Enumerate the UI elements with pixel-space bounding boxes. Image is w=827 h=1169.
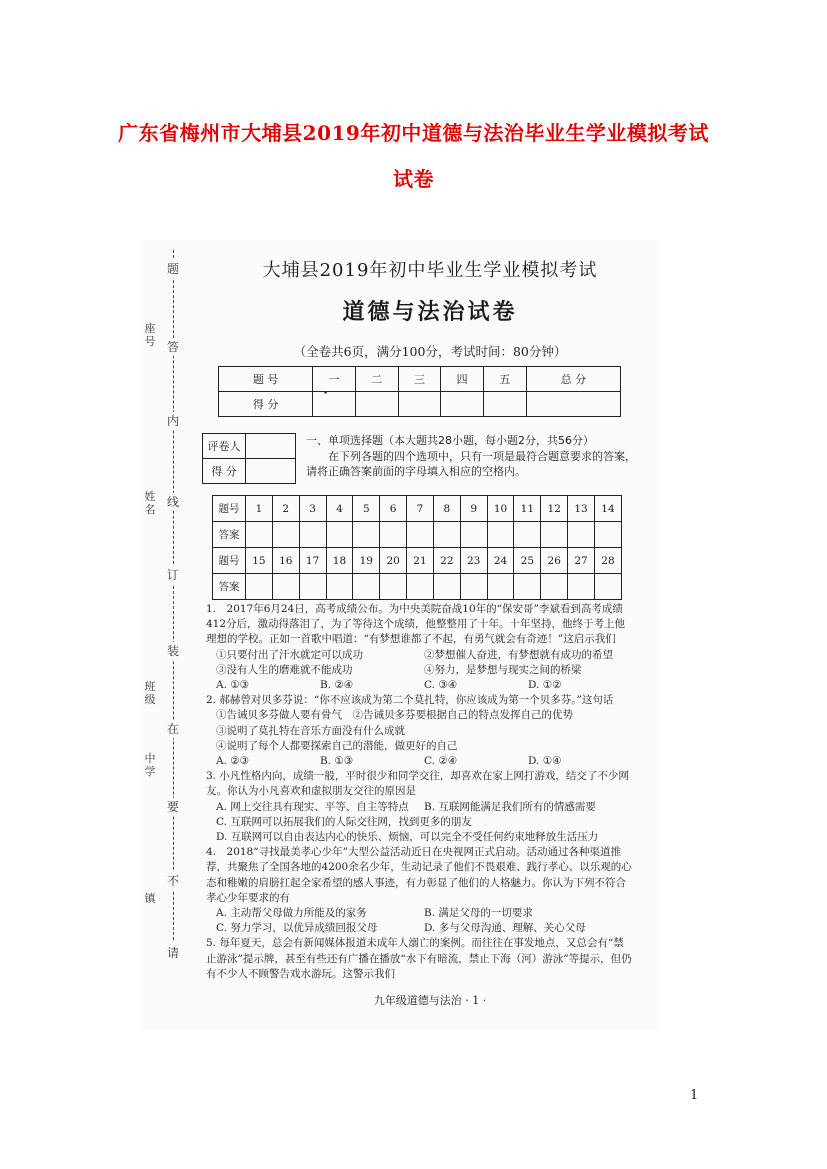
question-number-cell: 4 — [326, 496, 353, 522]
question-number-cell: 10 — [487, 496, 514, 522]
question-4-options — [206, 906, 632, 921]
answer-cell[interactable] — [380, 522, 407, 548]
option: D. 多与父母沟通、理解、关心父母 — [424, 922, 586, 935]
option: C. 努力学习，以优异成绩回报父母 — [216, 922, 378, 935]
question-number-cell: 16 — [272, 548, 299, 574]
question-number-cell: 8 — [433, 496, 460, 522]
question-number-cell: 23 — [460, 548, 487, 574]
exam-heading: 大埔县2019年初中毕业生学业模拟考试 — [262, 260, 598, 281]
name-label: 姓名 — [144, 490, 156, 516]
answer-row-label: 答案 — [213, 574, 246, 600]
score-table-header-row — [219, 367, 621, 392]
answer-cell[interactable] — [568, 522, 595, 548]
question-list — [206, 602, 632, 982]
answer-cell[interactable] — [514, 522, 541, 548]
statement: ④说明了每个人都要探索自己的潜能，做更好的自己 — [216, 739, 458, 752]
binding-char: 不 — [166, 874, 179, 888]
answer-cell[interactable] — [594, 522, 621, 548]
answer-cell[interactable] — [407, 522, 434, 548]
score-header-cell: 四 — [441, 367, 484, 392]
question-number-cell: 20 — [380, 548, 407, 574]
score-header-cell: 五 — [484, 367, 527, 392]
answer-cell[interactable] — [460, 522, 487, 548]
question-number-cell: 25 — [514, 548, 541, 574]
question-2-stem: 2. 郝赫曾对贝多芬说：“你不应该成为第二个莫扎特，你应该成为第一个贝多芬。”这句话 — [206, 694, 614, 707]
question-number-cell: 11 — [514, 496, 541, 522]
answer-cell[interactable] — [541, 574, 568, 600]
grader-label: 评卷人 — [203, 434, 246, 459]
section-instruction: 在下列各题的四个选项中，只有一项是最符合题意要求的答案，请将正确答案前面的字母填入相应的空格内。 — [306, 450, 636, 478]
grader-row — [203, 434, 296, 459]
answer-cell[interactable] — [407, 574, 434, 600]
question-number-cell: 2 — [272, 496, 299, 522]
score-cell[interactable] — [526, 392, 620, 417]
option: B. ②④ — [320, 679, 354, 692]
statement: ②梦想催人奋进，有梦想就有成功的希望 — [424, 648, 613, 661]
answer-row-label: 答案 — [213, 522, 246, 548]
option: A. ①③ — [216, 679, 250, 692]
document-title: 广东省梅州市大埔县2019年初中道德与法治毕业生学业模拟考试试卷 — [118, 121, 709, 191]
score-header-cell: 三 — [398, 367, 441, 392]
question-number-cell: 12 — [541, 496, 568, 522]
answer-cell[interactable] — [272, 522, 299, 548]
binding-char: 订 — [166, 568, 179, 582]
question-1-stem: 1. 2017年6月24日，高考成绩公布。为中央美院奋战10年的“保安哥”李斌看到高考成绩412分后，激动得落泪了，为了等待这个成绩，他整整用了十年。十年坚持，他终于考上他理想的学校。正如一首歌中唱道：“有梦想谁都了不起，有勇气就会有奇迹！”这启示我们 — [206, 603, 626, 646]
question-number-cell: 27 — [568, 548, 595, 574]
statement: ①告诫贝多芬做人要有骨气 ②告诫贝多芬要根据自己的特点发挥自己的优势 — [216, 709, 573, 722]
question-number-cell: 17 — [299, 548, 326, 574]
binding-char: 装 — [166, 644, 179, 658]
grader-row — [203, 459, 296, 484]
binding-char: 线 — [166, 495, 179, 509]
binding-char: 在 — [166, 722, 179, 736]
answer-cell[interactable] — [326, 574, 353, 600]
score-header-cell: 题 号 — [219, 367, 313, 392]
binding-char: 题 — [166, 262, 179, 276]
answer-cell[interactable] — [541, 522, 568, 548]
answer-cell[interactable] — [353, 522, 380, 548]
question-5-stem: 5. 每年夏天，总会有新闻媒体报道未成年人溺亡的案例。而往往在事发地点，又总会有“禁止游泳”提示牌，甚至有些还有广播在播放“水下有暗流，禁止下海（河）游泳”等提示，但仍有不少人不顾警告戏水游玩。这警示我们 — [206, 937, 632, 980]
question-number-cell: 14 — [594, 496, 621, 522]
option: A. ②③ — [216, 755, 250, 768]
school-label: 中学 — [144, 752, 156, 778]
question-4-options — [206, 921, 632, 936]
answer-cell[interactable] — [246, 574, 273, 600]
option: B. ①③ — [320, 755, 354, 768]
answer-cell[interactable] — [514, 574, 541, 600]
answer-cell[interactable] — [326, 522, 353, 548]
grader-cell[interactable] — [246, 434, 296, 459]
question-number-cell: 9 — [460, 496, 487, 522]
binding-margin — [140, 240, 200, 1030]
option: B. 互联网能满足我们所有的情感需要 — [424, 800, 596, 813]
binding-char: 请 — [166, 946, 179, 960]
grader-cell[interactable] — [246, 459, 296, 484]
statement: ③说明了莫扎特在音乐方面没有什么成就 — [216, 724, 405, 737]
answer-cell[interactable] — [433, 574, 460, 600]
binding-char: 内 — [166, 414, 179, 428]
class-label: 班级 — [144, 680, 156, 706]
answer-cell[interactable] — [487, 574, 514, 600]
option: C. ③④ — [424, 679, 458, 692]
answer-cell[interactable] — [246, 522, 273, 548]
statement: ③没有人生的磨难就不能成功 — [216, 663, 353, 676]
option: B. 满足父母的一切要求 — [424, 907, 533, 920]
question-2-options — [206, 754, 632, 769]
question-number-cell: 22 — [433, 548, 460, 574]
answer-cell[interactable] — [460, 574, 487, 600]
question-1-statements — [206, 648, 632, 663]
grader-table — [202, 433, 296, 484]
answer-row-label: 题号 — [213, 496, 246, 522]
question-number-cell: 21 — [407, 548, 434, 574]
question-1-options — [206, 678, 632, 693]
binding-char: 答 — [166, 340, 179, 354]
score-table — [218, 366, 621, 417]
statement: ④努力，是梦想与现实之间的桥梁 — [424, 663, 582, 676]
question-number-cell: 28 — [594, 548, 621, 574]
answer-cell[interactable] — [299, 574, 326, 600]
score-table-score-row — [219, 392, 621, 417]
question-number-cell: 19 — [353, 548, 380, 574]
answer-fill-row — [213, 574, 622, 600]
option: A. 网上交往具有现实、平等、自主等特点 — [216, 800, 409, 813]
answer-cell[interactable] — [594, 574, 621, 600]
score-row-label: 得 分 — [219, 392, 313, 417]
scanned-exam-page — [140, 240, 660, 1030]
exam-subject: 道德与法治试卷 — [342, 299, 518, 325]
option: D. 互联网可以自由表达内心的快乐、烦恼，可以完全不受任何约束地释放生活压力 — [216, 831, 599, 844]
question-number-cell: 18 — [326, 548, 353, 574]
answer-cell[interactable] — [299, 522, 326, 548]
section-title: 一、单项选择题（本大题共28小题，每小题2分，共56分） — [306, 434, 594, 447]
statement: ①只要付出了汗水就定可以成功 — [216, 648, 363, 661]
answer-cell[interactable] — [380, 574, 407, 600]
option: A. 主动帮父母做力所能及的家务 — [216, 907, 367, 920]
answer-fill-row — [213, 522, 622, 548]
question-number-cell: 13 — [568, 496, 595, 522]
seat-number-label: 座号 — [144, 322, 156, 348]
answer-row-label: 题号 — [213, 548, 246, 574]
question-number-cell: 6 — [380, 496, 407, 522]
answer-cell[interactable] — [568, 574, 595, 600]
option: D. ①④ — [528, 755, 562, 768]
question-number-cell: 24 — [487, 548, 514, 574]
answer-cell[interactable] — [272, 574, 299, 600]
question-number-cell: 26 — [541, 548, 568, 574]
question-4-stem: 4. 2018“寻找最美孝心少年”大型公益活动近日在央视网正式启动。活动通过各种渠道推荐，共聚焦了全国各地的4200余名少年，生动记录了他们不畏艰难、践行孝心、以乐观的心态和稚嫩的肩膀扛起全家希望的感人事迹，有力彰显了他们的人格魅力。你认为下列不符合孝心少年要求的有 — [206, 846, 632, 904]
scan-page-footer: 九年级道德与法治 · 1 · — [373, 994, 487, 1007]
score-cell[interactable] — [484, 392, 527, 417]
answer-table — [212, 495, 622, 600]
exam-info: （全卷共6页，满分100分，考试时间：80分钟） — [293, 344, 567, 359]
question-3-options — [206, 800, 632, 815]
question-number-cell: 5 — [353, 496, 380, 522]
page-number: 1 — [690, 1088, 699, 1103]
question-3-stem: 3. 小凡性格内向，成绩一般，平时很少和同学交往，却喜欢在家上网打游戏，结交了不少网友。你认为小凡喜欢和虚拟朋友交往的原因是 — [206, 770, 629, 798]
question-1-statements — [206, 663, 632, 678]
option: D. ①② — [528, 679, 562, 692]
score-header-cell: 一 — [313, 367, 356, 392]
score-cell[interactable] — [441, 392, 484, 417]
question-number-cell: 7 — [407, 496, 434, 522]
score-cell[interactable] — [355, 392, 398, 417]
question-number-cell: 3 — [299, 496, 326, 522]
option: C. 互联网可以拓展我们的人际交往网，找到更多的朋友 — [216, 815, 472, 828]
answer-cell[interactable] — [353, 574, 380, 600]
score-header-cell: 总 分 — [526, 367, 620, 392]
score-header-cell: 二 — [355, 367, 398, 392]
grader-label: 得 分 — [203, 459, 246, 484]
answer-number-row — [213, 496, 622, 522]
scan-dot: • — [323, 389, 329, 399]
option: C. ②④ — [424, 755, 458, 768]
score-cell[interactable] — [313, 392, 356, 417]
binding-char: 要 — [166, 800, 179, 814]
answer-cell[interactable] — [487, 522, 514, 548]
question-number-cell: 15 — [246, 548, 273, 574]
question-number-cell: 1 — [246, 496, 273, 522]
town-label: 镇 — [144, 892, 156, 905]
answer-cell[interactable] — [433, 522, 460, 548]
answer-number-row — [213, 548, 622, 574]
score-cell[interactable] — [398, 392, 441, 417]
